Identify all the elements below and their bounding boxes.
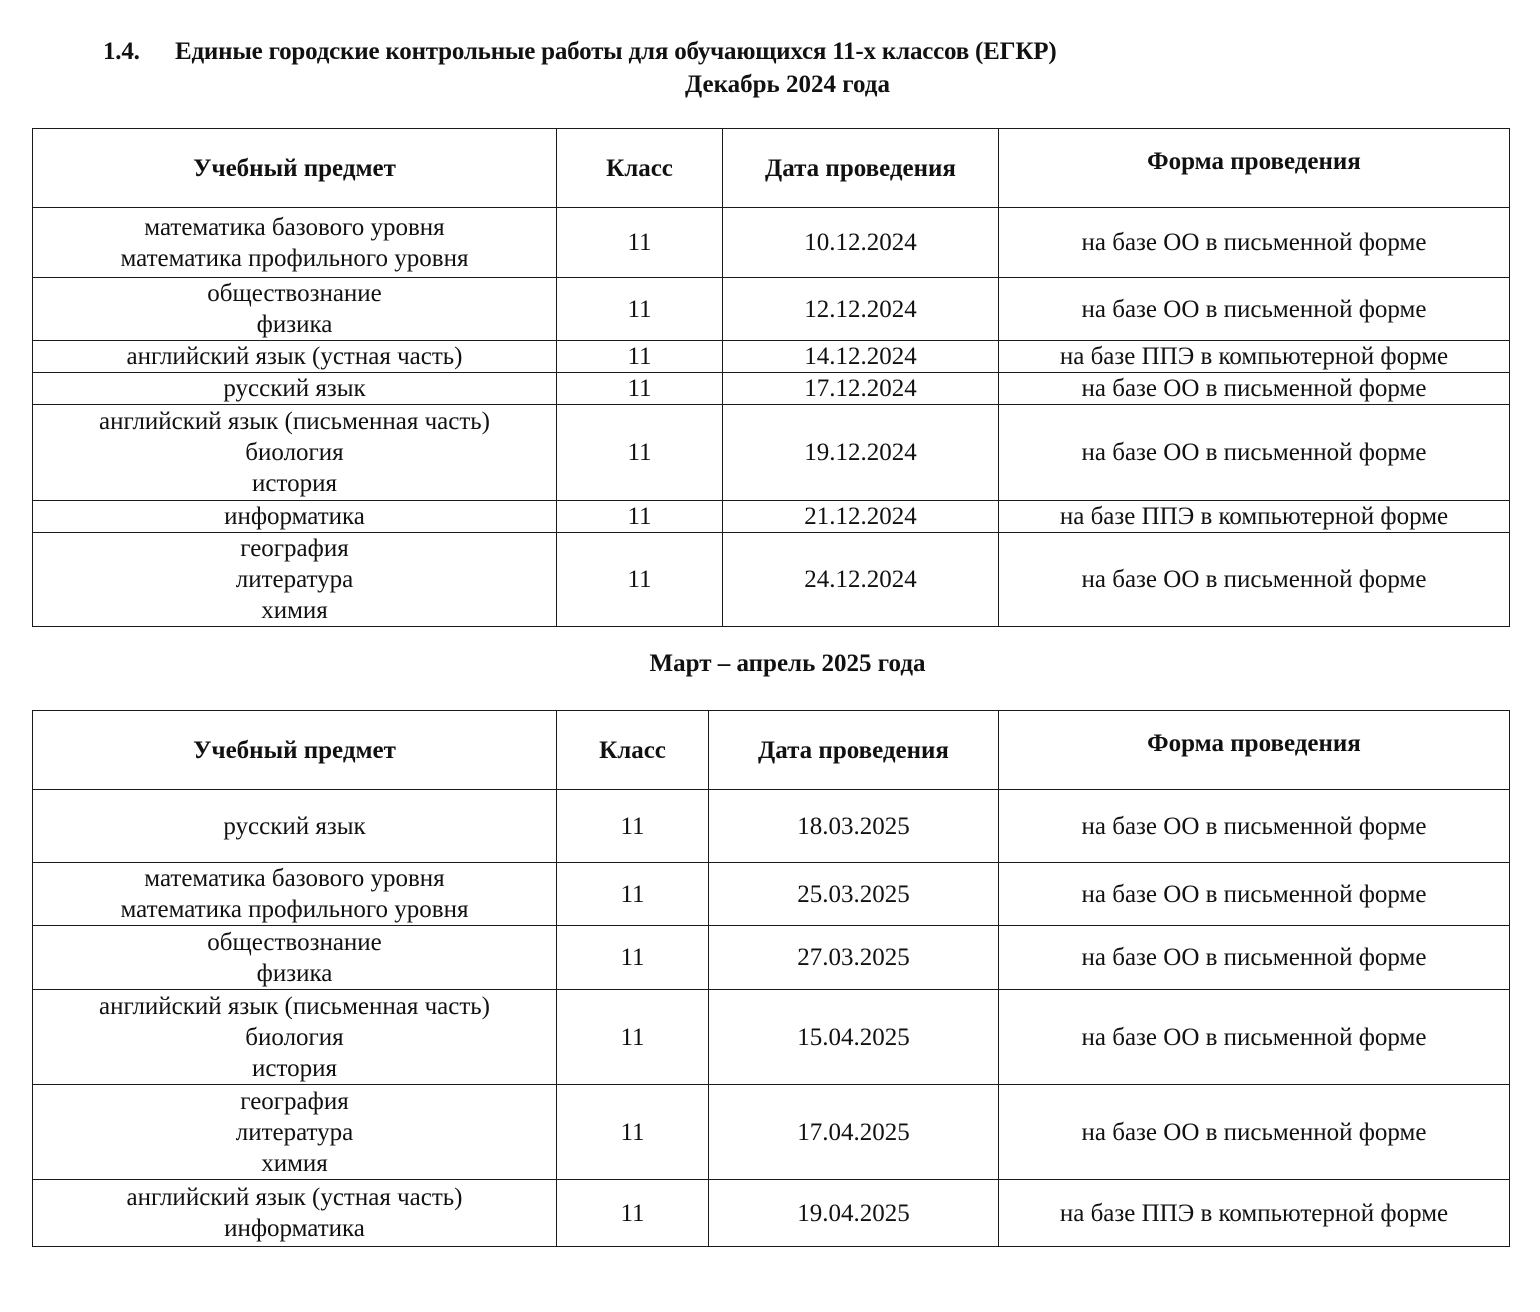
- subject-line: информатика: [224, 503, 365, 530]
- table-row: [33, 373, 1510, 405]
- cell-form: на базе ППЭ в компьютерной форме: [999, 1180, 1510, 1247]
- subject-line: обществознание: [207, 280, 382, 307]
- subject-line: математика профильного уровня: [120, 896, 469, 923]
- subject-line: литература: [235, 566, 354, 593]
- table-row: [33, 278, 1510, 341]
- cell-form: на базе ОО в письменной форме: [999, 533, 1510, 627]
- cell-subject: [33, 501, 557, 533]
- subject-line: русский язык: [223, 375, 366, 402]
- cell-subject: [33, 278, 557, 341]
- cell-date: 17.04.2025: [709, 1085, 999, 1180]
- cell-subject: [33, 208, 557, 278]
- column-header-date: Дата проведения: [709, 711, 999, 790]
- cell-date: 17.12.2024: [723, 373, 999, 405]
- cell-grade: 11: [557, 926, 709, 990]
- cell-form: на базе ОО в письменной форме: [999, 790, 1510, 863]
- cell-date: 24.12.2024: [723, 533, 999, 627]
- subject-line: химия: [261, 597, 328, 624]
- cell-date: 19.04.2025: [709, 1180, 999, 1247]
- cell-subject: [33, 405, 557, 501]
- subject-line: биология: [245, 439, 344, 466]
- cell-subject: [33, 863, 557, 926]
- subject-line: русский язык: [223, 812, 366, 840]
- subject-line: литература: [235, 1118, 354, 1146]
- cell-form: на базе ОО в письменной форме: [999, 405, 1510, 501]
- section-heading: [103, 38, 1057, 66]
- subject-line: математика базового уровня: [144, 213, 445, 241]
- cell-grade: 11: [557, 501, 723, 533]
- column-header-grade: Класс: [557, 711, 709, 790]
- table-row: [33, 1085, 1510, 1180]
- cell-grade: 11: [557, 533, 723, 627]
- cell-grade: 11: [557, 373, 723, 405]
- period-title-march-april: Март – апрель 2025 года: [649, 650, 926, 677]
- cell-date: 25.03.2025: [709, 863, 999, 926]
- cell-grade: 11: [557, 208, 723, 278]
- cell-form: на базе ОО в письменной форме: [999, 1085, 1510, 1180]
- table-row: [33, 341, 1510, 373]
- cell-grade: 11: [557, 863, 709, 926]
- schedule-table-march-april: [32, 710, 1510, 1247]
- column-header-subject: Учебный предмет: [33, 129, 557, 208]
- cell-date: 18.03.2025: [709, 790, 999, 863]
- cell-form: на базе ППЭ в компьютерной форме: [999, 341, 1510, 373]
- cell-form: на базе ОО в письменной форме: [999, 863, 1510, 926]
- cell-form: на базе ОО в письменной форме: [999, 208, 1510, 278]
- cell-form: на базе ОО в письменной форме: [999, 990, 1510, 1085]
- subject-line: обществознание: [207, 928, 382, 956]
- cell-date: 10.12.2024: [723, 208, 999, 278]
- cell-date: 21.12.2024: [723, 501, 999, 533]
- subject-line: английский язык (письменная часть): [98, 408, 491, 435]
- column-header-grade: Класс: [557, 129, 723, 208]
- table-body: [33, 790, 1510, 1247]
- cell-date: 12.12.2024: [723, 278, 999, 341]
- cell-subject: [33, 533, 557, 627]
- table-row: [33, 926, 1510, 990]
- section-title: Единые городские контрольные работы для обучающихся 11-х классов (ЕГКР): [175, 38, 1057, 65]
- table-row: [33, 1180, 1510, 1247]
- cell-date: 15.04.2025: [709, 990, 999, 1085]
- subject-line: математика базового уровня: [144, 865, 445, 892]
- subject-line: физика: [256, 959, 333, 987]
- section-number: 1.4.: [103, 38, 140, 65]
- table-row: [33, 990, 1510, 1085]
- cell-grade: 11: [557, 790, 709, 863]
- column-header-form: Форма проведения: [999, 129, 1510, 208]
- table-header-row: [33, 129, 1510, 208]
- subject-line: физика: [256, 311, 333, 338]
- table-row: [33, 501, 1510, 533]
- cell-grade: 11: [557, 341, 723, 373]
- cell-subject: [33, 373, 557, 405]
- column-header-subject: Учебный предмет: [33, 711, 557, 790]
- subject-line: география: [240, 1087, 349, 1115]
- cell-subject: [33, 341, 557, 373]
- cell-form: на базе ОО в письменной форме: [999, 278, 1510, 341]
- cell-form: на базе ППЭ в компьютерной форме: [999, 501, 1510, 533]
- cell-subject: [33, 790, 557, 863]
- cell-grade: 11: [557, 990, 709, 1085]
- subject-line: английский язык (устная часть): [126, 343, 463, 370]
- table-row: [33, 405, 1510, 501]
- cell-subject: [33, 926, 557, 990]
- subject-line: биология: [245, 1023, 344, 1051]
- subject-line: история: [252, 470, 337, 497]
- table-row: [33, 208, 1510, 278]
- cell-subject: [33, 1180, 557, 1247]
- table-row: [33, 533, 1510, 627]
- column-header-form: Форма проведения: [999, 711, 1510, 790]
- cell-subject: [33, 990, 557, 1085]
- subject-line: химия: [261, 1149, 328, 1177]
- column-header-date: Дата проведения: [723, 129, 999, 208]
- cell-grade: 11: [557, 1085, 709, 1180]
- cell-subject: [33, 1085, 557, 1180]
- subject-line: математика профильного уровня: [120, 244, 469, 272]
- cell-grade: 11: [557, 278, 723, 341]
- schedule-table-december: [32, 128, 1510, 627]
- subject-line: история: [252, 1054, 337, 1082]
- table-row: [33, 790, 1510, 863]
- subject-line: география: [240, 535, 349, 562]
- table-body: [33, 208, 1510, 627]
- cell-grade: 11: [557, 405, 723, 501]
- cell-form: на базе ОО в письменной форме: [999, 926, 1510, 990]
- table-row: [33, 863, 1510, 926]
- cell-date: 14.12.2024: [723, 341, 999, 373]
- table-header-row: [33, 711, 1510, 790]
- cell-form: на базе ОО в письменной форме: [999, 373, 1510, 405]
- subject-line: английский язык (устная часть): [126, 1184, 463, 1211]
- cell-grade: 11: [557, 1180, 709, 1247]
- subject-line: английский язык (письменная часть): [98, 992, 491, 1020]
- subject-line: информатика: [224, 1215, 365, 1242]
- cell-date: 19.12.2024: [723, 405, 999, 501]
- cell-date: 27.03.2025: [709, 926, 999, 990]
- period-title-december: Декабрь 2024 года: [685, 71, 890, 98]
